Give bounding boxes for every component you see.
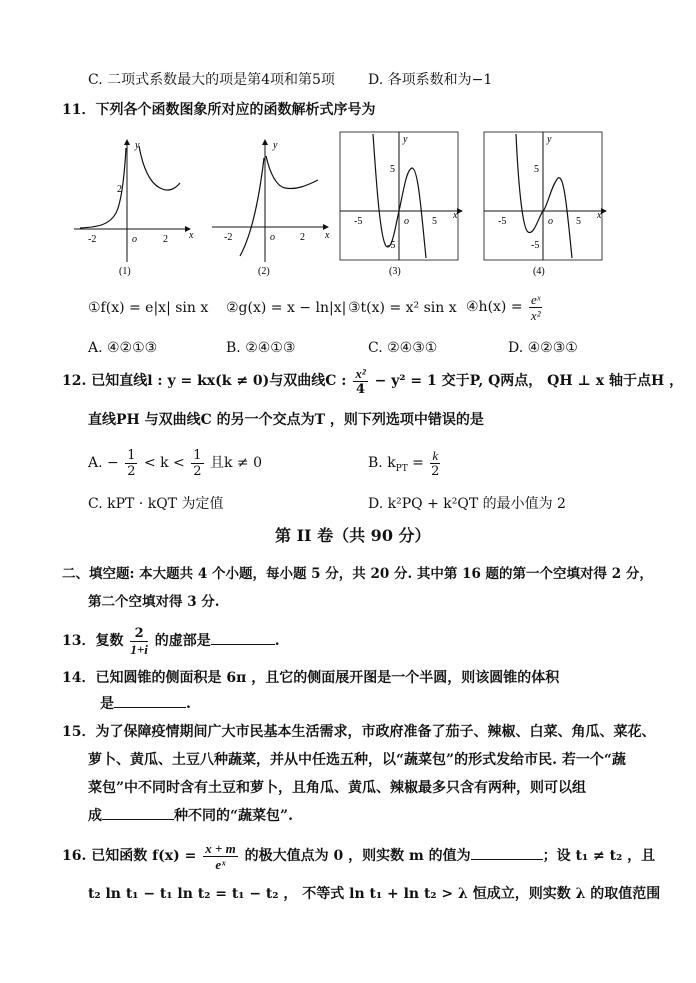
- g1-tick-2x: 2: [163, 234, 168, 245]
- q12-opt-b-sub: PT: [395, 463, 408, 474]
- q13-prefix: 13．复数: [62, 633, 124, 649]
- q10-option-c: C. 二项式系数最大的项是第4项和第5项: [88, 72, 335, 88]
- q12-opt-a-d2: 2: [193, 463, 202, 479]
- q12-opt-b-den: 2: [431, 463, 440, 479]
- q12-opt-a-b: < k <: [143, 455, 185, 471]
- q16-num: x + m: [205, 840, 236, 856]
- q11-option-b: B. ②④①③: [226, 340, 296, 356]
- g4-tick-neg5y: -5: [531, 240, 540, 251]
- q11-stem: 11．下列各个函数图象所对应的函数解析式序号为: [62, 102, 376, 118]
- g3-caption: (3): [389, 266, 401, 277]
- q11-formula-4: [466, 290, 544, 324]
- g2-x-label: x: [325, 230, 330, 241]
- q12-opt-a-d1: 2: [127, 463, 136, 479]
- q10-option-d: D. 各项系数和为−1: [368, 72, 493, 88]
- q12-option-c: C. kPT · kQT 为定值: [88, 496, 224, 512]
- g3-tick-5y: 5: [390, 164, 395, 175]
- q13-fraction: [130, 626, 148, 657]
- q12-stem-fraction: [353, 366, 367, 397]
- g2-tick-neg2: -2: [224, 232, 233, 243]
- g3-tick-neg5x: -5: [354, 216, 363, 227]
- q11-formula-4-num: eˣ: [531, 291, 541, 307]
- q16-den: eˣ: [215, 856, 226, 872]
- q16-fraction: [203, 841, 238, 872]
- q15-line4-prefix: 成: [88, 808, 102, 824]
- graph-4: [484, 132, 606, 277]
- g3-y-label: y: [403, 134, 408, 145]
- g1-origin: o: [132, 234, 137, 245]
- g1-tick-neg2: -2: [88, 234, 97, 245]
- q12-opt-a-n2: 1: [193, 447, 202, 463]
- g3-origin: o: [404, 216, 409, 227]
- q14-line-2: [100, 694, 191, 714]
- q11-option-c: C. ②④③①: [368, 340, 438, 356]
- g2-origin: o: [270, 232, 275, 243]
- g4-caption: (4): [533, 266, 545, 277]
- q15-answer-blank: [102, 819, 174, 820]
- q12-option-b: [368, 446, 442, 486]
- g2-tick-2: 2: [300, 232, 305, 243]
- q13-den: 1+i: [130, 641, 148, 657]
- g4-tick-5x: 5: [576, 216, 581, 227]
- q16-after: ；设 t₁ ≠ t₂ ，且: [542, 848, 656, 864]
- g4-x-label: x: [597, 210, 602, 221]
- q11-option-a: A. ④②①③: [88, 340, 158, 356]
- q11-formula-2: ②g(x) = x − ln|x|: [226, 300, 347, 316]
- q13-answer-blank: [211, 644, 275, 645]
- q11-formula-4-prefix: ④h(x) =: [466, 299, 523, 315]
- q13-num: 2: [130, 626, 148, 642]
- g1-tick-2y: 2: [117, 184, 122, 195]
- q12-opt-a-frac2: [191, 448, 203, 479]
- q12-stem-frac-num: x²: [355, 365, 366, 381]
- q12-opt-b-b: =: [407, 455, 424, 471]
- q12-option-d: D. k²PQ + k²QT 的最小值为 2: [368, 496, 566, 512]
- q12-opt-a-n1: 1: [127, 447, 136, 463]
- q14-line2-prefix: 是: [100, 696, 114, 712]
- q11-formula-1: ①f(x) = e|x| sin x: [88, 300, 209, 316]
- q15-line-3: 菜包”中不同时含有土豆和萝卜，且角瓜、黄瓜、辣椒最多只含有两种，则可以组: [88, 780, 587, 796]
- q14-line-1: 14．已知圆锥的侧面积是 6π ，且它的侧面展开图是一个半圆，则该圆锥的体积: [62, 670, 560, 686]
- q13-end: .: [274, 633, 280, 649]
- q16-prefix: 16. 已知函数 f(x) =: [62, 848, 197, 864]
- q14-answer-blank: [114, 707, 186, 708]
- q12-stem-b: − y² = 1 交于P, Q两点， QH ⊥ x 轴于点H ，: [374, 373, 684, 389]
- graph-2: [212, 140, 330, 277]
- q15-line-2: 萝卜、黄瓜、土豆八种蔬菜，并从中任选五种，以“蔬菜包”的形式发给市民. 若一个“蔬: [88, 752, 626, 768]
- q12-opt-a-a: A. −: [88, 455, 119, 471]
- q12-stem-a: 12. 已知直线l : y = kx(k ≠ 0)与双曲线C :: [62, 373, 347, 389]
- section-2-intro-2: 第二个空填对得 3 分.: [88, 594, 220, 610]
- section-2-intro-1: 二、填空题: 本大题共 4 个小题，每小题 5 分，共 20 分. 其中第 16 题的第一个空填对得 2 分，: [62, 566, 653, 582]
- q16-line-2: t₂ ln t₁ − t₁ ln t₂ = t₁ − t₂ ， 不等式 ln t₁ + ln t₂ > λ 恒成立，则实数 λ 的取值范围: [88, 886, 661, 902]
- q13: [62, 622, 280, 660]
- q12-opt-a-c: 且k ≠ 0: [209, 455, 263, 471]
- g1-caption: (1): [119, 266, 131, 277]
- g3-tick-neg5y: -5: [387, 240, 396, 251]
- q12-opt-b-a: B. k: [368, 455, 396, 471]
- q16-answer-blank-1: [471, 859, 543, 860]
- q16-line-1: [62, 836, 655, 876]
- q15-line-4: [88, 806, 293, 826]
- q12-opt-a-frac1: [125, 448, 137, 479]
- q12-opt-b-frac: [430, 448, 440, 479]
- q12-stem-frac-den: 4: [356, 381, 366, 397]
- q12-opt-b-num: k: [432, 447, 439, 463]
- section-2-title: 第 II 卷（共 90 分）: [275, 526, 431, 545]
- q12-stem-line2: 直线PH 与双曲线C 的另一个交点为T ，则下列选项中错误的是: [88, 412, 484, 428]
- q15-line4-suffix: 种不同的“蔬菜包”.: [174, 808, 293, 824]
- q11-formula-3: ③t(x) = x² sin x: [348, 300, 457, 316]
- g4-tick-5y: 5: [534, 164, 539, 175]
- q12-option-a: [88, 446, 262, 480]
- g4-tick-neg5x: -5: [498, 216, 507, 227]
- g3-x-label: x: [453, 210, 458, 221]
- q16-mid: 的极大值点为 0 ，则实数 m 的值为: [244, 848, 471, 864]
- g2-y-label: y: [273, 140, 278, 151]
- q11-option-d: D. ④②③①: [508, 340, 578, 356]
- q13-suffix: 的虚部是: [154, 633, 211, 649]
- g2-caption: (2): [258, 266, 270, 277]
- q11-formula-4-den: x²: [530, 307, 541, 323]
- q15-line-1: 15．为了保障疫情期间广大市民基本生活需求，市政府准备了茄子、辣椒、白菜、角瓜、菜花、: [62, 724, 656, 740]
- g3-tick-5x: 5: [432, 216, 437, 227]
- q12-stem-line1: [62, 364, 683, 398]
- g4-origin: o: [548, 216, 553, 227]
- g1-y-label: y: [135, 140, 140, 151]
- g4-y-label: y: [547, 134, 552, 145]
- q11-formula-4-fraction: [529, 292, 542, 323]
- g1-x-label: x: [189, 230, 194, 241]
- graph-3: [340, 132, 462, 277]
- q14-line2-end: .: [186, 696, 191, 712]
- graph-1: [74, 140, 194, 277]
